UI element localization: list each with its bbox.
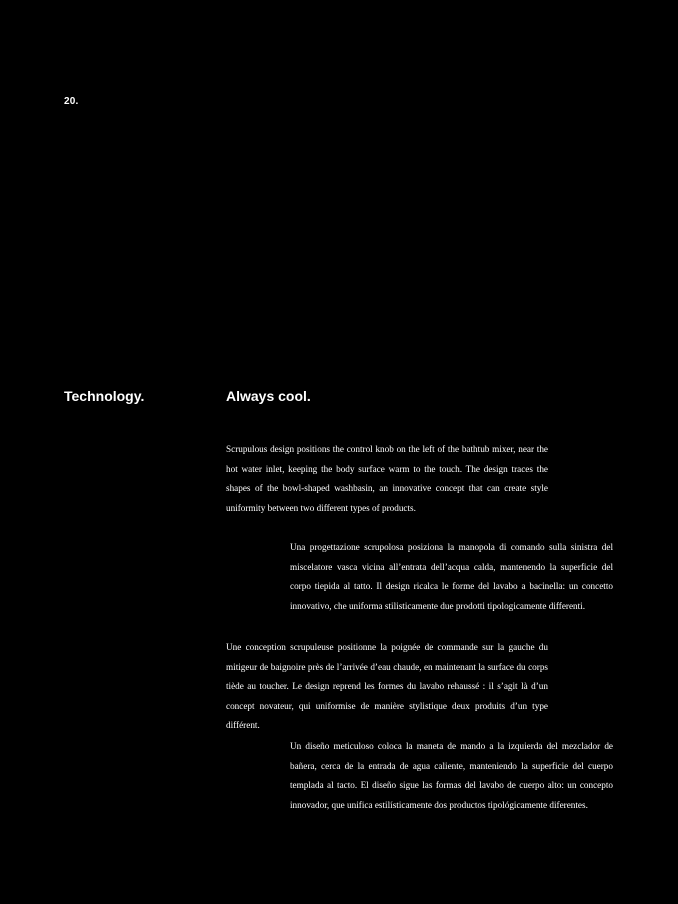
paragraph-spanish: Un diseño meticuloso coloca la maneta de mando a la izquierda del mezclador de bañera, cerca de la entrada de agua caliente, manteniendo la superficie del cuerpo templada al tacto. El diseño sigue las formas del lavabo de cuerpo alto: un concepto innovador, que unifica estilísticamente dos productos tipológicamente diferentes.	[290, 741, 613, 810]
paragraph-english: Scrupulous design positions the control knob on the left of the bathtub mixer, near the hot water inlet, keeping the body surface warm to the touch. The design traces the shapes of the bowl-shaped washbasin, an innovative concept that can create style uniformity between two different types of products.	[226, 444, 548, 513]
headline: Always cool.	[226, 388, 311, 404]
section-label: Technology.	[64, 388, 145, 404]
page-number: 20.	[64, 96, 79, 107]
paragraph-italian: Una progettazione scrupolosa posiziona la manopola di comando sulla sinistra del miscelatore vasca vicina all’entrata dell’acqua calda, mantenendo la superficie del corpo tiepida al tatto. Il design ricalca le forme del lavabo a bacinella: un concetto innovativo, che uniforma stilisticamente due prodotti tipologicamente differenti.	[290, 542, 613, 611]
paragraph-french: Une conception scrupuleuse positionne la poignée de commande sur la gauche du mitigeur de baignoire près de l’arrivée d’eau chaude, en maintenant la surface du corps tiède au toucher. Le design reprend les formes du lavabo rehaussé : il s’agit là d’un concept novateur, qui uniformise de manière stylistique deux produits d’un type différent.	[226, 642, 548, 731]
